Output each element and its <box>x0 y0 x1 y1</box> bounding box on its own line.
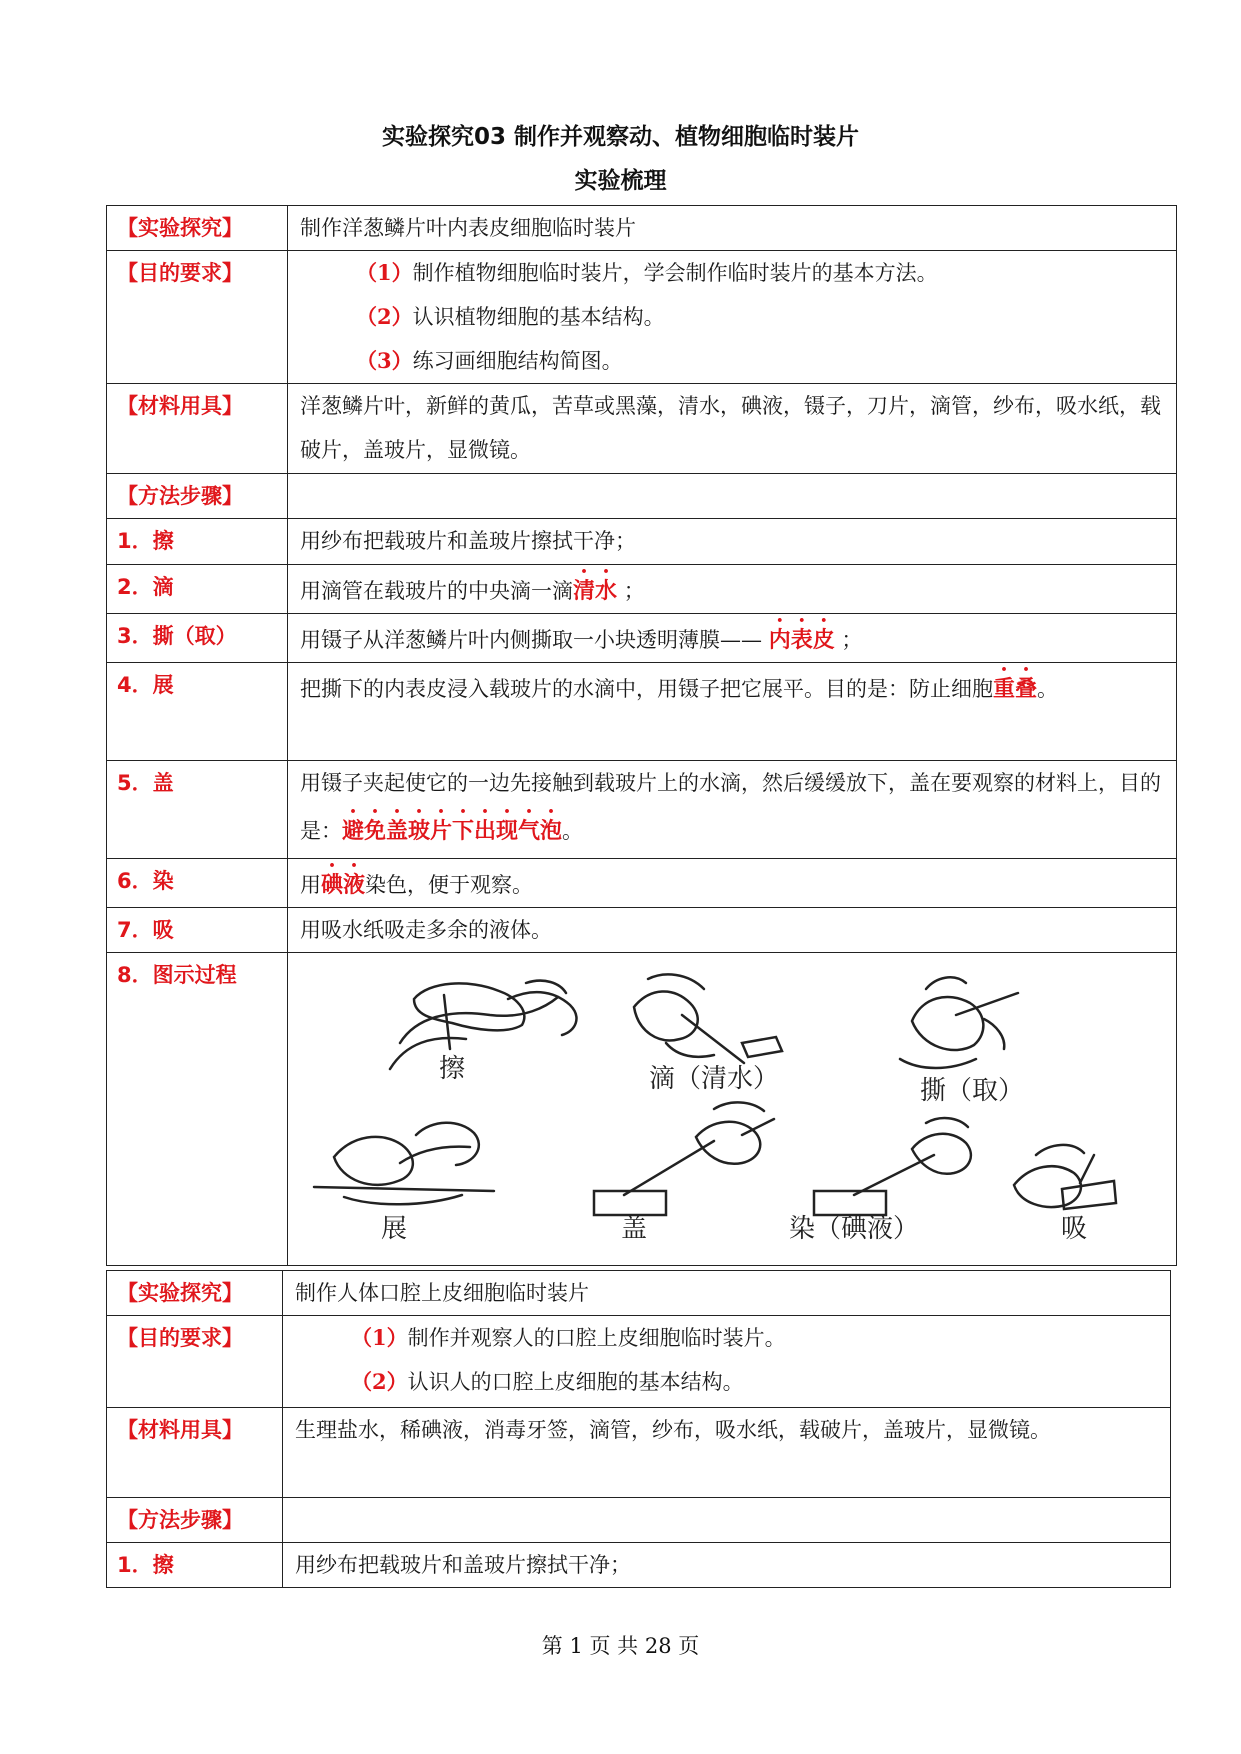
goal-item: （1）制作并观察人的口腔上皮细胞临时装片。 <box>351 1325 786 1350</box>
step-text: 用碘液染色，便于观察。 <box>288 859 1177 908</box>
step-text: 把撕下的内表皮浸入载玻片的水滴中，用镊子把它展平。目的是：防止细胞重叠。 <box>288 663 1177 761</box>
goal-item: （3）练习画细胞结构简图。 <box>356 348 623 373</box>
exp1-label: 【实验探究】 <box>107 206 288 251</box>
goal-item: （1）制作植物细胞临时装片，学会制作临时装片的基本方法。 <box>356 260 938 285</box>
step-text: 用滴管在载玻片的中央滴一滴清水 ； <box>288 565 1177 614</box>
goal-item: （2）认识植物细胞的基本结构。 <box>356 304 665 329</box>
step-text: 用镊子夹起使它的一边先接触到载玻片上的水滴，然后缓缓放下，盖在要观察的材料上，目的是：避免盖玻片下出现气泡。 <box>288 761 1177 859</box>
exp2-material-label: 【材料用具】 <box>107 1408 283 1498</box>
exp2-label: 【实验探究】 <box>107 1271 283 1316</box>
step-label: 2．滴 <box>107 565 288 614</box>
exp1-materials: 洋葱鳞片叶，新鲜的黄瓜，苦草或黑藻，清水，碘液，镊子，刀片，滴管，纱布，吸水纸，载破片，盖玻片，显微镜。 <box>288 384 1177 474</box>
process-illustration <box>288 953 1177 1266</box>
exp1-material-label: 【材料用具】 <box>107 384 288 474</box>
exp2-method-label: 【方法步骤】 <box>107 1498 283 1543</box>
answer-text: 避免盖玻片下出现气泡 <box>342 818 563 844</box>
illus-caption: 染（碘液） <box>788 1214 920 1244</box>
page-subtitle: 实验梳理 <box>574 168 667 194</box>
illus-caption: 盖 <box>620 1214 648 1244</box>
experiment1-table <box>106 205 1177 1266</box>
experiment2-table <box>106 1270 1171 1588</box>
illus-caption: 展 <box>380 1214 408 1244</box>
step-text: 用吸水纸吸走多余的液体。 <box>288 908 1177 953</box>
answer-text: 清水 <box>573 578 618 604</box>
step-text: 用纱布把载玻片和盖玻片擦拭干净； <box>283 1543 1171 1588</box>
illus-caption: 吸 <box>1060 1214 1088 1244</box>
exp1-method-label: 【方法步骤】 <box>107 474 288 519</box>
exp2-goal-label: 【目的要求】 <box>107 1316 283 1408</box>
answer-text: 重叠 <box>993 676 1038 702</box>
exp1-goals <box>288 251 1177 384</box>
step-label: 4．展 <box>107 663 288 761</box>
exp2-materials: 生理盐水，稀碘液，消毒牙签，滴管，纱布，吸水纸，载破片，盖玻片，显微镜。 <box>283 1408 1171 1498</box>
step-text: 用镊子从洋葱鳞片叶内侧撕取一小块透明薄膜—— 内表皮 ； <box>288 614 1177 663</box>
step-label: 8．图示过程 <box>107 953 288 1266</box>
exp2-goals <box>283 1316 1171 1408</box>
page-title: 实验探究03 制作并观察动、植物细胞临时装片 <box>381 124 859 150</box>
exp2-value: 制作人体口腔上皮细胞临时装片 <box>283 1271 1171 1316</box>
exp1-value: 制作洋葱鳞片叶内表皮细胞临时装片 <box>288 206 1177 251</box>
empty-cell <box>288 474 1177 519</box>
goal-item: （2）认识人的口腔上皮细胞的基本结构。 <box>351 1369 744 1394</box>
process-illustration-svg <box>294 959 1170 1245</box>
illus-caption: 滴（清水） <box>648 1064 780 1094</box>
step-label: 7．吸 <box>107 908 288 953</box>
step-label: 3．撕（取） <box>107 614 288 663</box>
step-label: 6．染 <box>107 859 288 908</box>
step-label: 1．擦 <box>107 1543 283 1588</box>
empty-cell <box>283 1498 1171 1543</box>
step-label: 5．盖 <box>107 761 288 859</box>
exp1-goal-label: 【目的要求】 <box>107 251 288 384</box>
answer-text: 碘液 <box>321 872 366 898</box>
illus-caption: 擦 <box>438 1054 466 1084</box>
step-label: 1．擦 <box>107 519 288 565</box>
page-footer: 第 1 页 共 28 页 <box>541 1634 700 1658</box>
step-text: 用纱布把载玻片和盖玻片擦拭干净； <box>288 519 1177 565</box>
answer-text: 内表皮 <box>768 627 835 653</box>
illus-caption: 撕（取） <box>919 1076 1025 1106</box>
